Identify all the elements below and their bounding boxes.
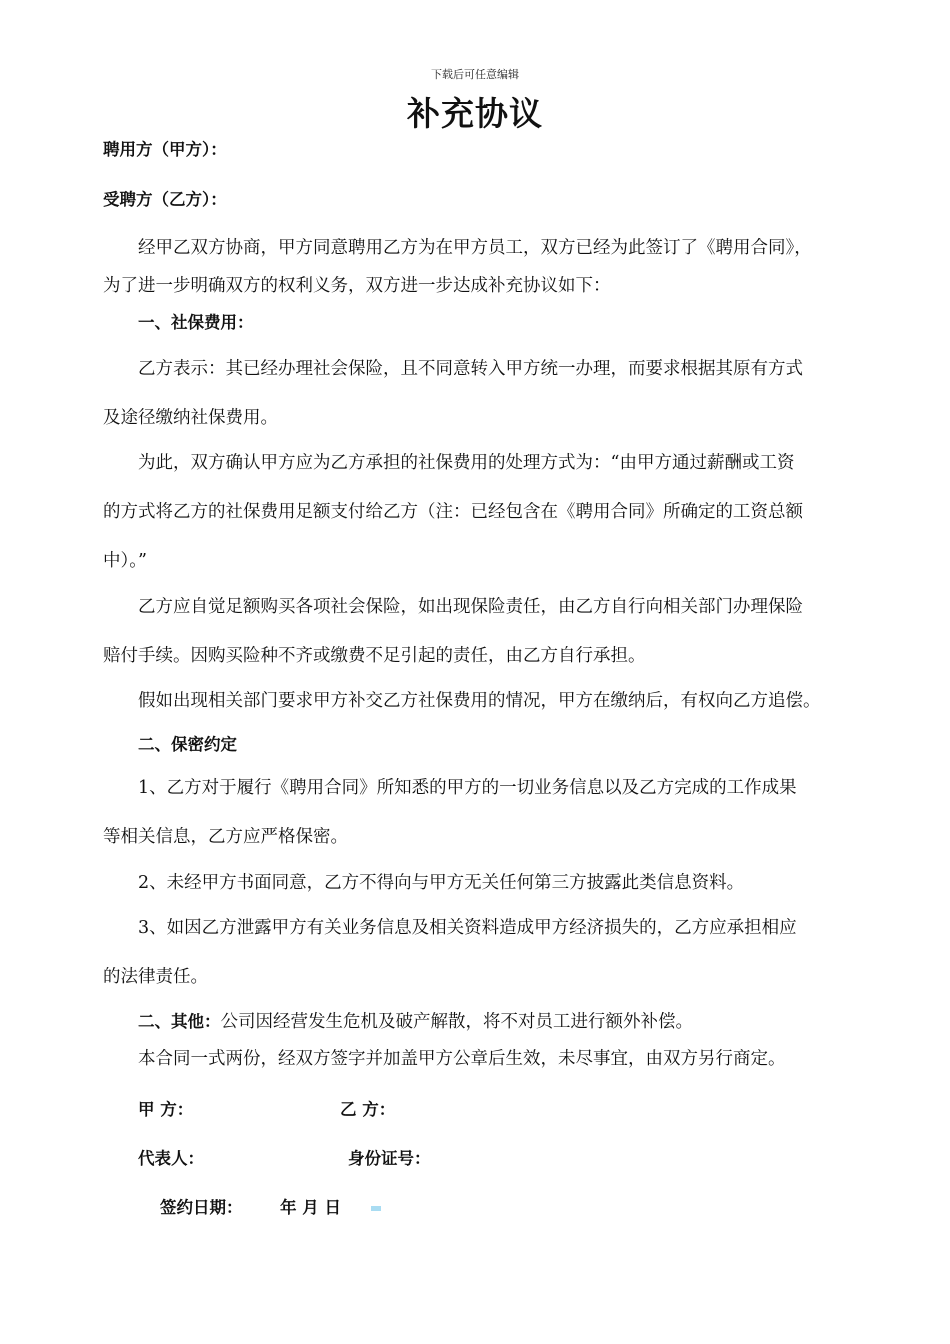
document-title: 补充协议	[407, 94, 543, 133]
section-2-item-1-line-2: 等相关信息，乙方应严格保密。	[103, 827, 348, 847]
sign-date-value: 年 月 日	[280, 1198, 341, 1217]
edit-note: 下载后可任意编辑	[431, 68, 519, 81]
intro-line-1: 经甲乙双方协商，甲方同意聘用乙方为在甲方员工，双方已经为此签订了《聘用合同》，	[138, 238, 812, 258]
sign-date-label: 签约日期：	[160, 1198, 243, 1217]
section-1-p2-line-3: 中）。”	[103, 551, 147, 571]
closing-statement: 本合同一式两份，经双方签字并加盖甲方公章后生效，未尽事宜，由双方另行商定。	[138, 1049, 786, 1069]
section-3-text: 公司因经营发生危机及破产解散，将不对员工进行额外补偿。	[220, 1012, 693, 1032]
section-2-heading: 二、保密约定	[138, 735, 237, 754]
section-1-heading: 一、社保费用：	[138, 313, 254, 332]
section-2-item-1-line-1: 1、乙方对于履行《聘用合同》所知悉的甲方的一切业务信息以及乙方完成的工作成果	[138, 778, 797, 798]
party-a-signature-label: 甲 方：	[138, 1100, 194, 1119]
section-2-item-3-line-1: 3、如因乙方泄露甲方有关业务信息及相关资料造成甲方经济损失的，乙方应承担相应	[138, 918, 797, 938]
section-1-p2-line-2: 的方式将乙方的社保费用足额支付给乙方（注：已经包含在《聘用合同》所确定的工资总额	[103, 502, 803, 522]
section-1-p1-line-2: 及途径缴纳社保费用。	[103, 408, 278, 428]
employee-label: 受聘方（乙方）：	[103, 190, 227, 209]
intro-line-2: 为了进一步明确双方的权利义务，双方进一步达成补充协议如下：	[103, 276, 611, 296]
section-1-p4-line-1: 假如出现相关部门要求甲方补交乙方社保费用的情况，甲方在缴纳后，有权向乙方追偿。	[138, 691, 821, 711]
section-1-p2-line-1: 为此，双方确认甲方应为乙方承担的社保费用的处理方式为：“由甲方通过薪酬或工资	[138, 453, 795, 473]
employer-label: 聘用方（甲方）：	[103, 140, 227, 159]
id-number-label: 身份证号：	[348, 1149, 431, 1168]
section-1-p3-line-1: 乙方应自觉足额购买各项社会保险，如出现保险责任，由乙方自行向相关部门办理保险	[138, 597, 803, 617]
representative-label: 代表人：	[138, 1149, 204, 1168]
section-2-item-2: 2、未经甲方书面同意，乙方不得向与甲方无关任何第三方披露此类信息资料。	[138, 873, 745, 893]
party-b-signature-label: 乙 方：	[340, 1100, 396, 1119]
section-3-paragraph	[138, 1008, 898, 1033]
section-3-heading: 二、其他：	[138, 1012, 221, 1031]
section-1-p3-line-2: 赔付手续。因购买险种不齐或缴费不足引起的责任，由乙方自行承担。	[103, 646, 646, 666]
section-2-item-3-line-2: 的法律责任。	[103, 967, 208, 987]
section-1-p1-line-1: 乙方表示：其已经办理社会保险，且不同意转入甲方统一办理，而要求根据其原有方式	[138, 359, 803, 379]
text-cursor-mark	[371, 1206, 381, 1211]
